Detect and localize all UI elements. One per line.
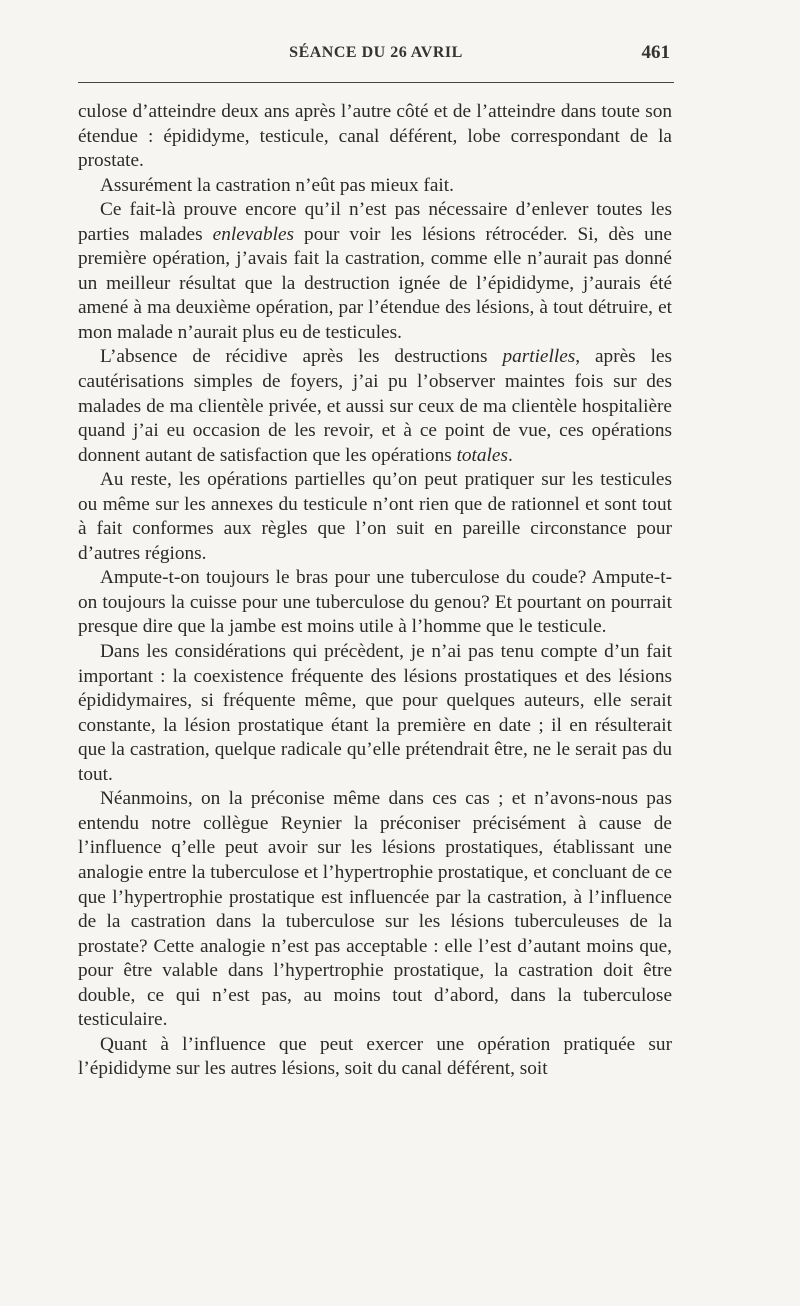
paragraph-6-text: Ampute-t-on toujours le bras pour une tuberculose du coude? Ampute-t-on toujours la cuisse pour une tuberculose du genou? Et pourtant on pourrait presque dire que la jambe est moins utile à l’homme que le testicule.: [78, 567, 672, 638]
paragraph-1: [78, 100, 672, 174]
header-rule: [78, 82, 674, 83]
page-number: 461: [641, 42, 670, 63]
paragraph-3-text-b: pour voir les lésions rétrocéder. Si, dès une première opération, j’avais fait la castration, comme elle n’aurait pas donné un meilleur résultat que la destruction ignée de l’épididyme, j’aurais été amené à ma deuxième opération, par l’étendue des lésions, à tout détruire, et mon malade n’aurait plus eu de testicules.: [78, 223, 672, 343]
paragraph-4-text-c: .: [507, 444, 513, 466]
paragraph-3-text-a: Ce fait-là prouve encore qu’il n’est pas nécessaire d’enlever toutes les parties malades: [78, 199, 672, 245]
paragraph-4-text-a: L’absence de récidive après les destructions: [100, 346, 503, 368]
paragraph-4-italic-a: partielles: [502, 346, 576, 368]
paragraph-4-italic-b: totales: [456, 444, 508, 466]
paragraph-7-text: Dans les considérations qui précèdent, je n’ai pas tenu compte d’un fait important : la coexistence fréquente des lésions prostatiques et des lésions épididymaires, si fréquente même, que pour quelques auteurs, elle serait constante, la lésion prostatique étant la première en date ; il en résulterait que la castration, quelque radicale qu’elle prétendrait être, ne le serait pas du tout.: [78, 641, 672, 785]
paragraph-7: [78, 640, 672, 787]
paragraph-9: [78, 1033, 672, 1082]
paragraph-4: [78, 345, 672, 468]
body-text: [78, 100, 672, 1082]
running-head-title: SÉANCE DU 26 AVRIL: [289, 44, 463, 61]
paragraph-8: [78, 787, 672, 1032]
paragraph-5: [78, 468, 672, 566]
paragraph-3: [78, 198, 672, 345]
paragraph-5-text: Au reste, les opérations partielles qu’on peut pratiquer sur les testicules ou même sur les annexes du testicule n’ont rien que de rationnel et sont tout à fait conformes aux règles que l’on suit en pareille circonstance pour d’autres régions.: [78, 469, 672, 564]
paragraph-2: [78, 174, 672, 199]
paragraph-9-text: Quant à l’influence que peut exercer une opération pratiquée sur l’épididyme sur les autres lésions, soit du canal déférent, soit: [78, 1033, 672, 1080]
paragraph-4-text-b: , après les cautérisations simples de foyers, j’ai pu l’observer maintes fois sur des malades de ma clientèle privée, et aussi sur ceux de ma clientèle hospitalière quand j’ai eu occasion de les revoir, et à ce point de vue, ces opérations donnent autant de satisfaction que les opérations: [78, 346, 673, 466]
paragraph-1-text: culose d’atteindre deux ans après l’autre côté et de l’atteindre dans toute son étendue : épididyme, testicule, canal déférent, lobe correspondant de la prostate.: [78, 101, 672, 172]
paragraph-3-italic: enlevables: [212, 223, 295, 245]
paragraph-8-text: Néanmoins, on la préconise même dans ces cas ; et n’avons-nous pas entendu notre collègue Reynier la préconiser précisément à cause de l’influence q’elle peut avoir sur les lésions prostatiques, établissant une analogie entre la tuberculose et l’hypertrophie prostatique, et concluant de ce que l’hypertrophie prostatique est influencée par la castration, à l’influence de la castration dans la tuberculose sur les lésions tuberculeuses de la prostate? Cette analogie n’est pas acceptable : elle l’est d’autant moins que, pour être valable dans l’hypertrophie prostatique, la castration doit être double, ce qui n’est pas, au moins tout d’abord, dans la tuberculose testiculaire.: [78, 788, 672, 1031]
running-head: [78, 44, 674, 74]
paragraph-2-text: Assurément la castration n’eût pas mieux fait.: [100, 174, 454, 196]
paragraph-6: [78, 566, 672, 640]
